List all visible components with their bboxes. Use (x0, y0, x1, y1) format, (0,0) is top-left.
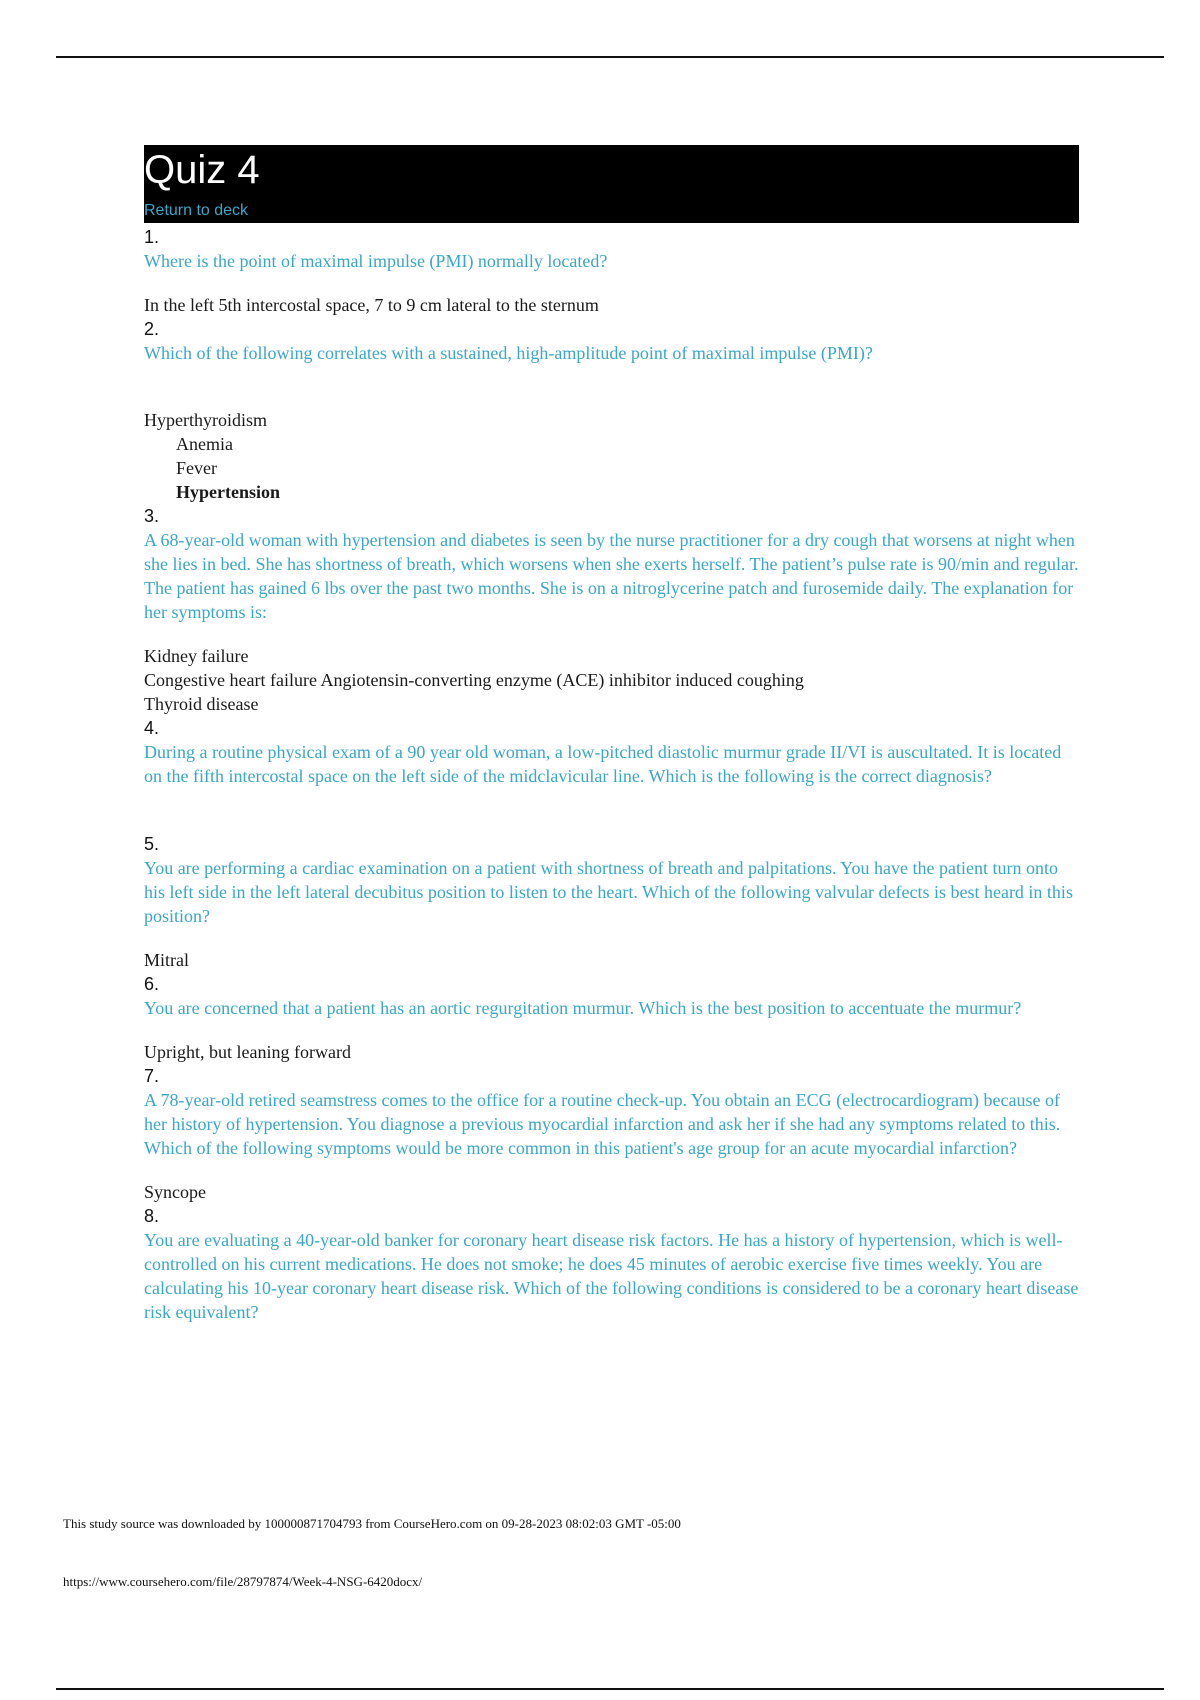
download-notice: This study source was downloaded by 100000871704793 from CourseHero.com on 09-28-2023 08:02:03 GMT -05:00 (63, 1516, 681, 1531)
question-number: 3. (144, 506, 160, 526)
question-4 (144, 716, 1079, 788)
question-text: You are concerned that a patient has an aortic regurgitation murmur. Which is the best position to accentuate the murmur? (144, 998, 1022, 1018)
answer-option: Anemia (176, 434, 233, 454)
answer: Mitral (144, 950, 189, 970)
answer-option: Kidney failure (144, 646, 249, 666)
question-text: Which of the following correlates with a sustained, high-amplitude point of maximal impulse (PMI)? (144, 343, 873, 363)
question-text: A 68-year-old woman with hypertension and diabetes is seen by the nurse practitioner for a dry cough that worsens at night when she lies in bed. She has shortness of breath, which worsens when she exerts herself. The patient’s pulse rate is 90/min and regular. The patient has gained 6 lbs over the past two months. She is on a nitroglycerine patch and furosemide daily. The explanation for her symptoms is: (144, 530, 1079, 622)
answer-option: Thyroid disease (144, 694, 259, 714)
question-number: 4. (144, 718, 160, 738)
question-text: Where is the point of maximal impulse (PMI) normally located? (144, 251, 608, 271)
bottom-rule (56, 1688, 1164, 1690)
quiz-content (144, 145, 1079, 1324)
question-2 (144, 317, 1079, 504)
answer-option: Fever (176, 458, 217, 478)
question-6 (144, 972, 1079, 1064)
source-url[interactable]: https://www.coursehero.com/file/28797874/Week-4-NSG-6420docx/ (63, 1574, 423, 1589)
question-number: 5. (144, 834, 160, 854)
question-text: You are evaluating a 40-year-old banker for coronary heart disease risk factors. He has a history of hypertension, which is well-controlled on his current medications. He does not smoke; he does 45 minutes of aerobic exercise five times weekly. You are calculating his 10-year coronary heart disease risk. Which of the following conditions is considered to be a coronary heart disease risk equivalent? (144, 1230, 1079, 1322)
question-number: 8. (144, 1206, 160, 1226)
question-number: 2. (144, 319, 160, 339)
question-text: A 78-year-old retired seamstress comes to the office for a routine check-up. You obtain an ECG (electrocardiogram) because of her history of hypertension. You diagnose a previous myocardial infarction and ask her if she had any symptoms related to this. Which of the following symptoms would be more common in this patient's age group for an acute myocardial infarction? (144, 1090, 1061, 1158)
answer-option: Hyperthyroidism (144, 410, 267, 430)
question-number: 1. (144, 227, 160, 247)
page-title: Quiz 4 (144, 148, 260, 192)
answer: In the left 5th intercostal space, 7 to 9 cm lateral to the sternum (144, 295, 599, 315)
answer-option-selected: Hypertension (176, 482, 281, 502)
question-8 (144, 1204, 1079, 1324)
answer-option: Congestive heart failure Angiotensin-converting enzyme (ACE) inhibitor induced coughing (144, 670, 804, 690)
question-text: You are performing a cardiac examination on a patient with shortness of breath and palpitations. You have the patient turn onto his left side in the left lateral decubitus position to listen to the heart. Which of the following valvular defects is best heard in this position? (144, 858, 1073, 926)
question-number: 7. (144, 1066, 160, 1086)
question-1 (144, 225, 1079, 317)
return-to-deck-link[interactable]: Return to deck (144, 202, 249, 219)
question-text: During a routine physical exam of a 90 year old woman, a low-pitched diastolic murmur grade II/VI is auscultated. It is located on the fifth intercostal space on the left side of the midclavicular line. Which is the following is the correct diagnosis? (144, 742, 1062, 786)
top-rule (56, 56, 1164, 58)
answer: Upright, but leaning forward (144, 1042, 351, 1062)
quiz-header (144, 145, 1079, 223)
answer: Syncope (144, 1182, 206, 1202)
question-5 (144, 832, 1079, 972)
question-3 (144, 504, 1079, 716)
question-number: 6. (144, 974, 160, 994)
question-7 (144, 1064, 1079, 1204)
